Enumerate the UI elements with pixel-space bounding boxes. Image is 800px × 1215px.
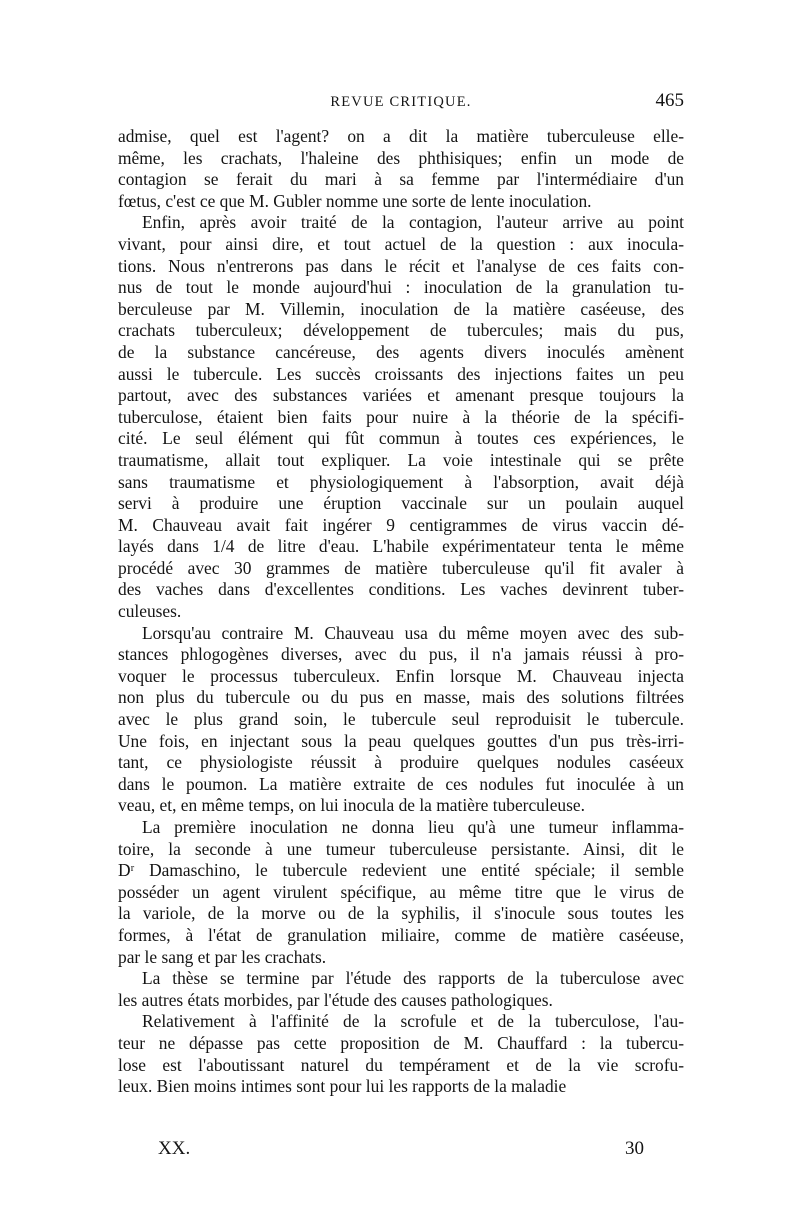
text-line: contagion se ferait du mari à sa femme par l'intermédiaire d'un	[118, 169, 684, 190]
text-line: berculeuse par M. Villemin, inoculation de la matière caséeuse, des	[118, 298, 684, 319]
text-line: admise, quel est l'agent? on a dit la matière tuberculeuse elle-	[118, 126, 684, 146]
text-line: voquer le processus tuberculeux. Enfin lorsque M. Chauveau injecta	[118, 665, 684, 686]
text-line: La thèse se termine par l'étude des rapports de la tuberculose avec	[142, 968, 684, 989]
text-line: partout, avec des substances variées et amenant presque toujours la	[118, 385, 684, 406]
paragraph	[118, 212, 684, 622]
text-line: la variole, de la morve ou de la syphilis, il s'inocule sous toutes les	[118, 903, 684, 924]
body-text	[118, 126, 684, 1098]
text-line: même, les crachats, l'haleine des phthisiques; enfin un mode de	[118, 147, 684, 168]
text-line: tuberculose, étaient bien faits pour nuire à la théorie de la spécifi-	[118, 406, 684, 427]
text-line: dans le poumon. La matière extraite de ces nodules fut inoculée à un	[118, 773, 684, 794]
text-line: leux. Bien moins intimes sont pour lui les rapports de la maladie	[118, 1076, 567, 1097]
running-head	[118, 90, 684, 116]
text-line: fœtus, c'est ce que M. Gubler nomme une sorte de lente inoculation.	[118, 190, 592, 211]
text-line: M. Chauveau avait fait ingérer 9 centigrammes de virus vaccin dé-	[118, 514, 684, 535]
paragraph	[118, 126, 684, 212]
text-line: formes, à l'état de granulation miliaire, comme de matière caséeuse,	[118, 924, 684, 945]
text-line: des vaches dans d'excellentes conditions. Les vaches devinrent tuber-	[118, 579, 684, 600]
text-line: tant, ce physiologiste réussit à produire quelques nodules caséeux	[118, 752, 684, 773]
text-line: de la substance cancéreuse, des agents divers inoculés amènent	[118, 341, 684, 362]
text-line: Une fois, en injectant sous la peau quelques gouttes d'un pus très-irri-	[118, 730, 684, 751]
text-line: posséder un agent virulent spécifique, au même titre que le virus de	[118, 881, 684, 902]
text-line: layés dans 1/4 de litre d'eau. L'habile expérimentateur tenta le même	[118, 536, 684, 557]
text-line: aussi le tubercule. Les succès croissants des injections faites un peu	[118, 363, 684, 384]
text-line: culeuses.	[118, 601, 182, 622]
text-line: Dʳ Damaschino, le tubercule redevient une entité spéciale; il semble	[118, 860, 684, 881]
signature-mark: XX.	[158, 1138, 191, 1159]
sheet-number: 30	[625, 1138, 644, 1159]
text-line: les autres états morbides, par l'étude des causes pathologiques.	[118, 989, 553, 1010]
text-line: veau, et, en même temps, on lui inocula de la matière tuberculeuse.	[118, 795, 585, 816]
text-line: Relativement à l'affinité de la scrofule et de la tuberculose, l'au-	[142, 1011, 684, 1032]
text-line: nus de tout le monde aujourd'hui : inoculation de la granulation tu-	[118, 277, 684, 298]
text-line: vivant, pour ainsi dire, et tout actuel de la question : aux inocula-	[118, 233, 684, 254]
text-line: sans traumatisme et physiologiquement à l'absorption, avait déjà	[118, 471, 684, 492]
text-line: procédé avec 30 grammes de matière tuberculeuse qu'il fit avaler à	[118, 557, 684, 578]
text-line: traumatisme, allait tout expliquer. La voie intestinale qui se prête	[118, 449, 684, 470]
text-line: La première inoculation ne donna lieu qu'à une tumeur inflamma-	[142, 817, 684, 837]
text-line: lose est l'aboutissant naturel du tempérament et de la vie scrofu-	[118, 1054, 684, 1075]
text-line: teur ne dépasse pas cette proposition de M. Chauffard : la tubercu-	[118, 1032, 684, 1053]
text-line: toire, la seconde à une tumeur tuberculeuse persistante. Ainsi, dit le	[118, 838, 684, 859]
text-line: Enfin, après avoir traité de la contagion, l'auteur arrive au point	[142, 212, 684, 233]
text-line: crachats tuberculeux; développement de tubercules; mais du pus,	[118, 320, 684, 341]
paragraph	[118, 817, 684, 968]
text-line: servi à produire une éruption vaccinale sur un poulain auquel	[118, 493, 684, 514]
text-line: par le sang et par les crachats.	[118, 946, 327, 967]
text-line: tions. Nous n'entrerons pas dans le récit et l'analyse de ces faits con-	[118, 255, 684, 276]
paragraph	[118, 968, 684, 1011]
running-title: REVUE CRITIQUE.	[330, 94, 472, 110]
page-number: 465	[655, 90, 684, 111]
text-line: Lorsqu'au contraire M. Chauveau usa du même moyen avec des sub-	[142, 622, 684, 643]
text-line: avec le plus grand soin, le tubercule seul reproduisit le tubercule.	[118, 709, 684, 730]
text-line: stances phlogogènes diverses, avec du pus, il n'a jamais réussi à pro-	[118, 644, 684, 665]
paragraph	[118, 1011, 684, 1097]
text-line: non plus du tubercule ou du pus en masse, mais des solutions filtrées	[118, 687, 684, 708]
page-footer	[118, 1138, 684, 1164]
paragraph	[118, 623, 684, 817]
text-line: cité. Le seul élément qui fût commun à toutes ces expériences, le	[118, 428, 684, 449]
